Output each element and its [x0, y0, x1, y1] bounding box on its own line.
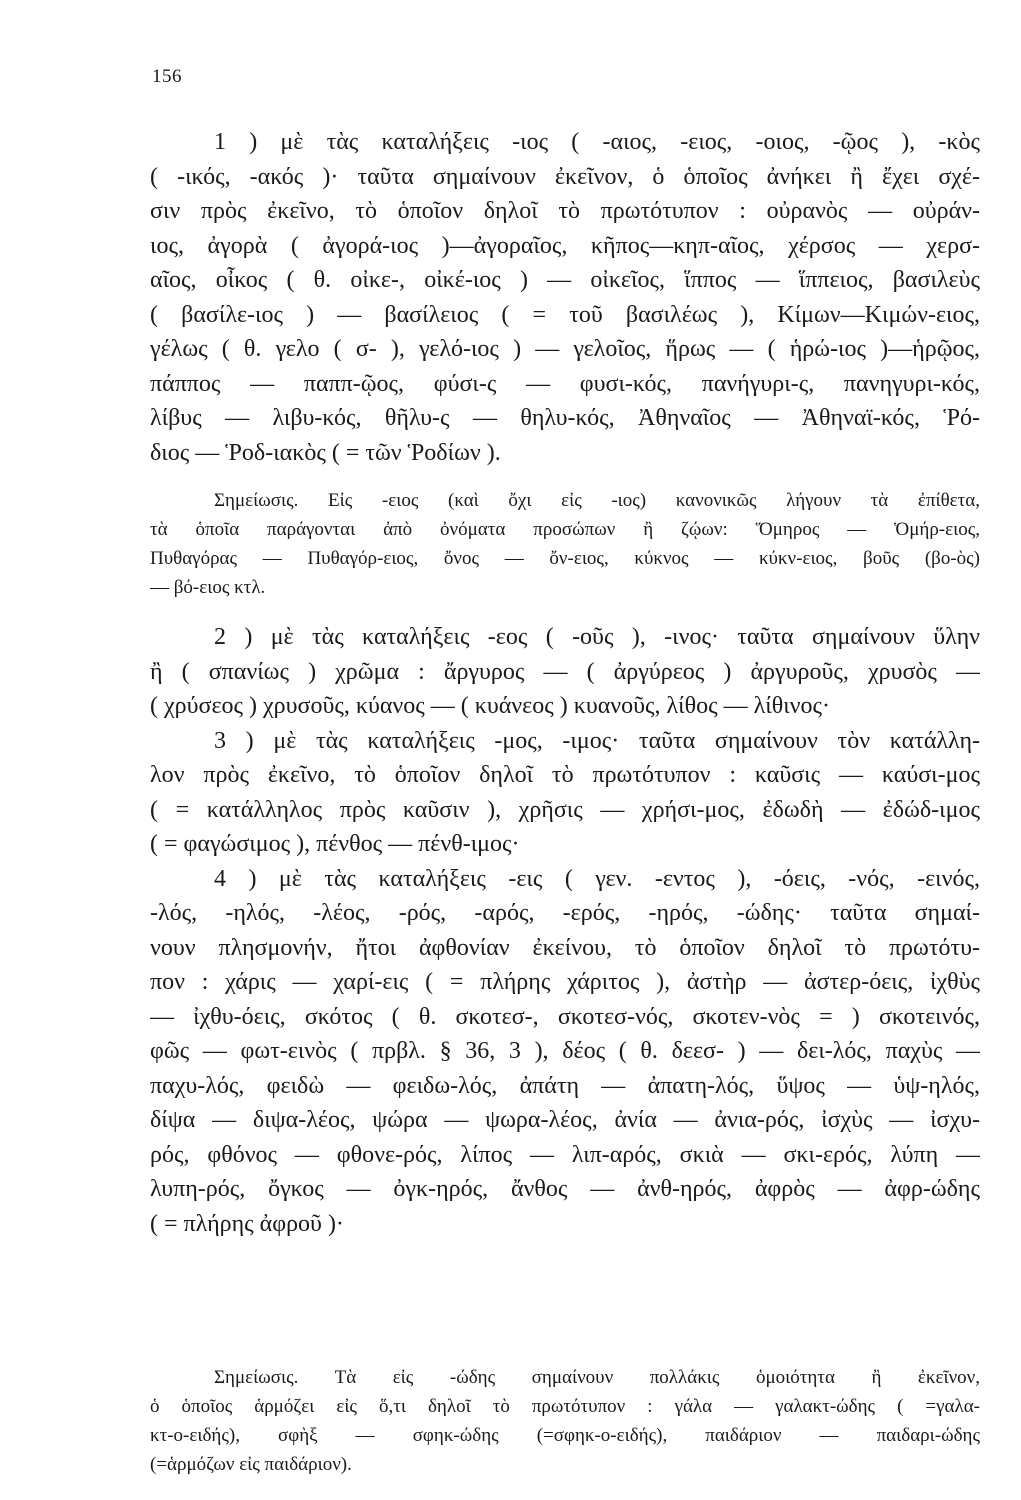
note-line: (=ἁρμόζων εἰς παιδάριον). — [150, 1454, 352, 1475]
text-line: 1 ) μὲ τὰς καταλήξεις -ιος ( -αιος, -ειος, -οιος, -ῷος ), -κὸς — [214, 129, 980, 155]
text-line: λυπη-ρός, ὄγκος — ὀγκ-ηρός, ἄνθος — ἀνθ-ηρός, ἀφρὸς — ἀφρ-ώδης — [150, 1176, 980, 1202]
text-line: δίψα — διψα-λέος, ψώρα — ψωρα-λέος, ἀνία — ἀνια-ρός, ἰσχὺς — ἰσχυ- — [150, 1107, 980, 1133]
text-line: ( -ικός, -ακός )· ταῦτα σημαίνουν ἐκεῖνον, ὁ ὁποῖος ἀνήκει ἢ ἔχει σχέ- — [150, 163, 980, 190]
text-line: ( χρύσεος ) χρυσοῦς, κύανος — ( κυάνεος ) κυανοῦς, λίθος — λίθινος· — [150, 693, 831, 719]
note-line: Σημείωσις. Εἰς -ειος (καὶ ὄχι εἰς -ιος) κανονικῶς λήγουν τὰ ἐπίθετα, — [214, 490, 980, 511]
text-line: 4 ) μὲ τὰς καταλήξεις -εις ( γεν. -εντος ), -όεις, -νός, -εινός, — [214, 865, 980, 892]
text-line: ἢ ( σπανίως ) χρῶμα : ἄργυρος — ( ἀργύρεος ) ἀργυροῦς, χρυσὸς — — [150, 658, 980, 685]
text-line: πάππος — παππ-ῷος, φύσι-ς — φυσι-κός, πανήγυρι-ς, πανηγυρι-κός, — [150, 370, 980, 397]
section-1 — [150, 125, 980, 470]
note-line: τὰ ὁποῖα παράγονται ἀπὸ ὀνόματα προσώπων ἢ ζῴων: Ὅμηρος — Ὁμήρ-ειος, — [150, 519, 980, 540]
text-line: λον πρὸς ἐκεῖνο, τὸ ὁποῖον δηλοῖ τὸ πρωτότυπον : καῦσις — καύσι-μος — [150, 762, 980, 788]
text-line: σιν πρὸς ἐκεῖνο, τὸ ὁποῖον δηλοῖ τὸ πρωτότυπον : οὐρανὸς — οὐράν- — [150, 198, 980, 224]
text-line: ιος, ἀγορὰ ( ἀγορά-ιος )—ἀγοραῖος, κῆπος—κηπ-αῖος, χέρσος — χερσ- — [150, 232, 980, 259]
text-line: — ἰχθυ-όεις, σκότος ( θ. σκοτεσ-, σκοτεσ-νός, σκοτεν-νὸς = ) σκοτεινός, — [150, 1003, 980, 1030]
text-line: ( = φαγώσιμος ), πένθος — πένθ-ιμος· — [150, 831, 520, 857]
text-line: γέλως ( θ. γελο ( σ- ), γελό-ιος ) — γελοῖος, ἥρως — ( ἡρώ-ιος )—ἡρῷος, — [150, 336, 980, 362]
note-line: ὁ ὁποῖος ἁρμόζει εἰς ὅ,τι δηλοῖ τὸ πρωτότυπον : γάλα — γαλακτ-ώδης ( =γαλα- — [150, 1396, 980, 1417]
text-line: νουν πλησμονήν, ἤτοι ἀφθονίαν ἐκείνου, τὸ ὁποῖον δηλοῖ τὸ πρωτότυ- — [150, 934, 980, 961]
note-line: κτ-ο-ειδής), σφὴξ — σφηκ-ώδης (=σφηκ-ο-ειδής), παιδάριον — παιδαρι-ώδης — [150, 1425, 980, 1446]
text-line: ( = κατάλληλος πρὸς καῦσιν ), χρῆσις — χρήσι-μος, ἐδωδὴ — ἐδώδ-ιμος — [150, 796, 980, 823]
page-number: 156 — [152, 66, 182, 87]
text-line: αῖος, οἶκος ( θ. οἰκε-, οἰκέ-ιος ) — οἰκεῖος, ἵππος — ἵππειος, βασιλεὺς — [150, 267, 980, 293]
note-1 — [150, 486, 980, 602]
note-2 — [150, 1363, 980, 1479]
section-2-4 — [150, 620, 980, 1241]
text-line: διος — Ῥοδ-ιακὸς ( = τῶν Ῥοδίων ). — [150, 439, 501, 466]
text-line: ( = πλήρης ἀφροῦ )· — [150, 1210, 344, 1237]
text-line: παχυ-λός, φειδὼ — φειδω-λός, ἀπάτη — ἀπατη-λός, ὕψος — ὑψ-ηλός, — [150, 1072, 980, 1099]
text-line: ρός, φθόνος — φθονε-ρός, λίπος — λιπ-αρός, σκιὰ — σκι-ερός, λύπη — — [150, 1141, 980, 1168]
note-line: Σημείωσις. Τὰ εἰς -ώδης σημαίνουν πολλάκις ὁμοιότητα ἢ ἐκεῖνον, — [214, 1367, 980, 1388]
text-line: 2 ) μὲ τὰς καταλήξεις -εος ( -οῦς ), -ινος· ταῦτα σημαίνουν ὕλην — [214, 624, 980, 650]
text-line: λίβυς — λιβυ-κός, θῆλυ-ς — θηλυ-κός, Ἀθηναῖος — Ἀθηναϊ-κός, Ῥό- — [150, 405, 980, 431]
text-line: ( βασίλε-ιος ) — βασίλειος ( = τοῦ βασιλέως ), Κίμων—Κιμών-ειος, — [150, 301, 980, 328]
text-line: -λός, -ηλός, -λέος, -ρός, -αρός, -ερός, -ηρός, -ώδης· ταῦτα σημαί- — [150, 900, 980, 926]
note-line: — βό-ειος κτλ. — [150, 577, 266, 598]
text-line: πον : χάρις — χαρί-εις ( = πλήρης χάριτος ), ἀστὴρ — ἀστερ-όεις, ἰχθὺς — [150, 969, 980, 995]
text-line: 3 ) μὲ τὰς καταλήξεις -μος, -ιμος· ταῦτα σημαίνουν τὸν κατάλλη- — [214, 727, 980, 754]
note-line: Πυθαγόρας — Πυθαγόρ-ειος, ὄνος — ὄν-ειος, κύκνος — κύκν-ειος, βοῦς (βο-ὸς) — [150, 548, 980, 569]
text-line: φῶς — φωτ-εινὸς ( πρβλ. § 36, 3 ), δέος ( θ. δεεσ- ) — δει-λός, παχὺς — — [150, 1038, 980, 1064]
